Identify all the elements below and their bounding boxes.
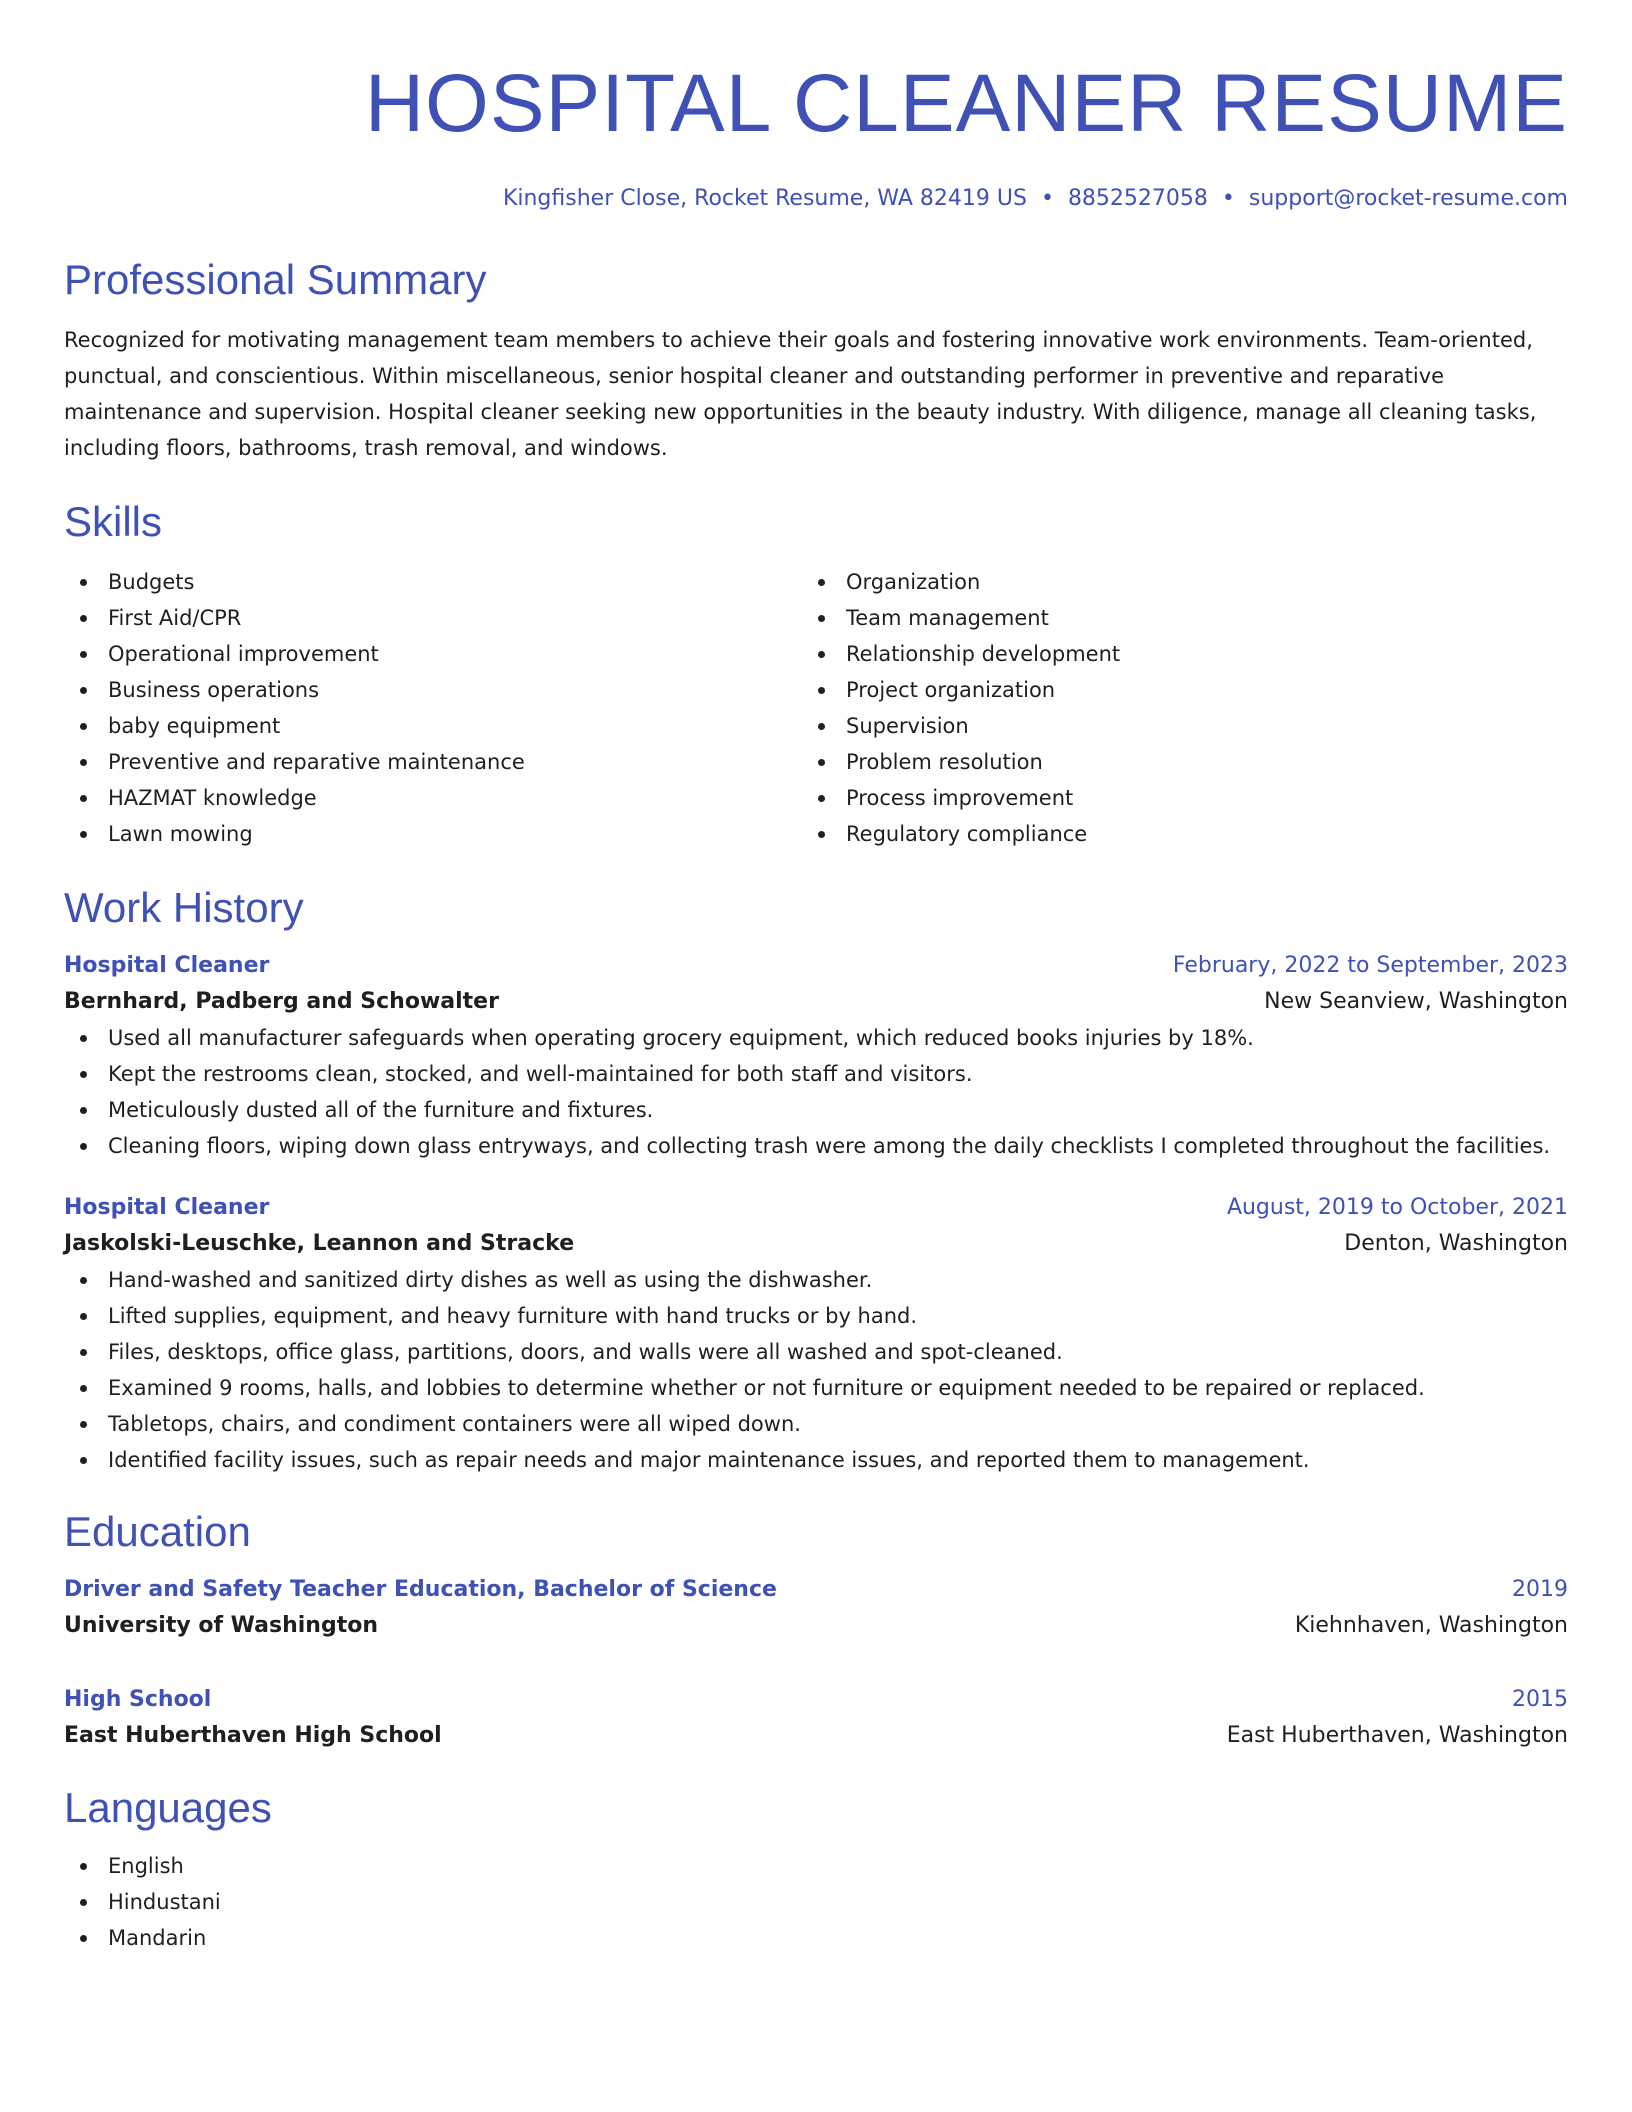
skills-grid [64,564,1568,852]
language-item: Hindustani [64,1884,1568,1920]
job-header [64,948,1568,984]
skill-item: Organization [802,564,1540,600]
skill-item: Preventive and reparative maintenance [64,744,802,780]
skill-item: First Aid/CPR [64,600,802,636]
contact-separator: • [1221,186,1235,211]
summary-section [64,252,1568,466]
summary-text: Recognized for motivating management team members to achieve their goals and fostering innovative work environments. Team-oriented, punctual, and conscientious. Within miscellaneous, senior hospital cleaner and outstanding performer in preventive and reparative maintenance and supervision. Hospital cleaner seeking new opportunities in the beauty industry. With diligence, manage all cleaning tasks, including floors, bathrooms, trash removal, and windows. [64,328,1537,460]
job-header [64,1190,1568,1226]
section-heading-education: Education [64,1508,251,1555]
skills-section [64,494,1568,852]
job-entry [64,948,1568,1164]
skill-item: Regulatory compliance [802,816,1540,852]
skill-item: Project organization [802,672,1540,708]
skill-item: Process improvement [802,780,1540,816]
skill-item: Business operations [64,672,802,708]
education-school: University of Washington [64,1613,379,1638]
contact-address: Kingfisher Close, Rocket Resume, WA 82419 US [502,186,1027,211]
contact-phone: 8852527058 [1067,186,1208,211]
section-heading-languages: Languages [64,1784,272,1831]
job-bullet: Identified facility issues, such as repair needs and major maintenance issues, and reported them to management. [64,1442,1568,1478]
skill-item: Operational improvement [64,636,802,672]
section-heading-summary: Professional Summary [64,256,487,303]
job-location: Denton, Washington [1344,1231,1568,1256]
languages-list [64,1848,1568,1956]
job-role: Hospital Cleaner [64,1195,270,1220]
job-dates: August, 2019 to October, 2021 [1226,1195,1568,1220]
job-bullet: Examined 9 rooms, halls, and lobbies to determine whether or not furniture or equipment needed to be repaired or replaced. [64,1370,1568,1406]
skill-item: Problem resolution [802,744,1540,780]
job-bullets [64,1020,1568,1164]
contact-separator: • [1040,186,1054,211]
job-location: New Seanview, Washington [1264,989,1568,1014]
job-bullet: Cleaning floors, wiping down glass entryways, and collecting trash were among the daily checklists I completed throughout the facilities. [64,1128,1568,1164]
skill-item: HAZMAT knowledge [64,780,802,816]
contact-email[interactable]: support@rocket-resume.com [1248,186,1568,211]
education-year: 2015 [1512,1687,1568,1712]
job-bullet: Used all manufacturer safeguards when operating grocery equipment, which reduced books injuries by 18%. [64,1020,1568,1056]
education-subheader [64,1718,1568,1754]
education-section [64,1504,1568,1754]
section-heading-work: Work History [64,884,304,931]
skill-item: Supervision [802,708,1540,744]
education-header [64,1572,1568,1608]
education-location: East Huberthaven, Washington [1226,1723,1568,1748]
skill-item: Relationship development [802,636,1540,672]
work-section [64,880,1568,1478]
contact-line [64,182,1568,216]
skills-list-right [802,564,1540,852]
job-role: Hospital Cleaner [64,953,270,978]
education-degree: Driver and Safety Teacher Education, Bachelor of Science [64,1577,777,1602]
job-subheader [64,1226,1568,1262]
job-bullet: Meticulously dusted all of the furniture and fixtures. [64,1092,1568,1128]
education-entry [64,1682,1568,1754]
education-subheader [64,1608,1568,1644]
skill-item: Team management [802,600,1540,636]
education-degree: High School [64,1687,212,1712]
job-entry [64,1190,1568,1478]
job-bullet: Lifted supplies, equipment, and heavy furniture with hand trucks or by hand. [64,1298,1568,1334]
education-header [64,1682,1568,1718]
job-dates: February, 2022 to September, 2023 [1172,953,1568,978]
education-entry [64,1572,1568,1644]
education-school: East Huberthaven High School [64,1723,442,1748]
education-year: 2019 [1512,1577,1568,1602]
skill-item: Budgets [64,564,802,600]
skill-item: baby equipment [64,708,802,744]
skill-item: Lawn mowing [64,816,802,852]
section-heading-skills: Skills [64,498,163,545]
languages-section [64,1780,1568,1956]
job-bullet: Files, desktops, office glass, partitions, doors, and walls were all washed and spot-cleaned. [64,1334,1568,1370]
job-subheader [64,984,1568,1020]
job-bullet: Kept the restrooms clean, stocked, and well-maintained for both staff and visitors. [64,1056,1568,1092]
skills-list-left [64,564,802,852]
job-company: Bernhard, Padberg and Schowalter [64,989,499,1014]
job-bullet: Tabletops, chairs, and condiment containers were all wiped down. [64,1406,1568,1442]
resume-title: HOSPITAL CLEANER RESUME [364,58,1568,149]
job-bullets [64,1262,1568,1478]
job-bullet: Hand-washed and sanitized dirty dishes as well as using the dishwasher. [64,1262,1568,1298]
education-location: Kiehnhaven, Washington [1294,1613,1568,1638]
language-item: English [64,1848,1568,1884]
job-company: Jaskolski-Leuschke, Leannon and Stracke [64,1231,575,1256]
language-item: Mandarin [64,1920,1568,1956]
